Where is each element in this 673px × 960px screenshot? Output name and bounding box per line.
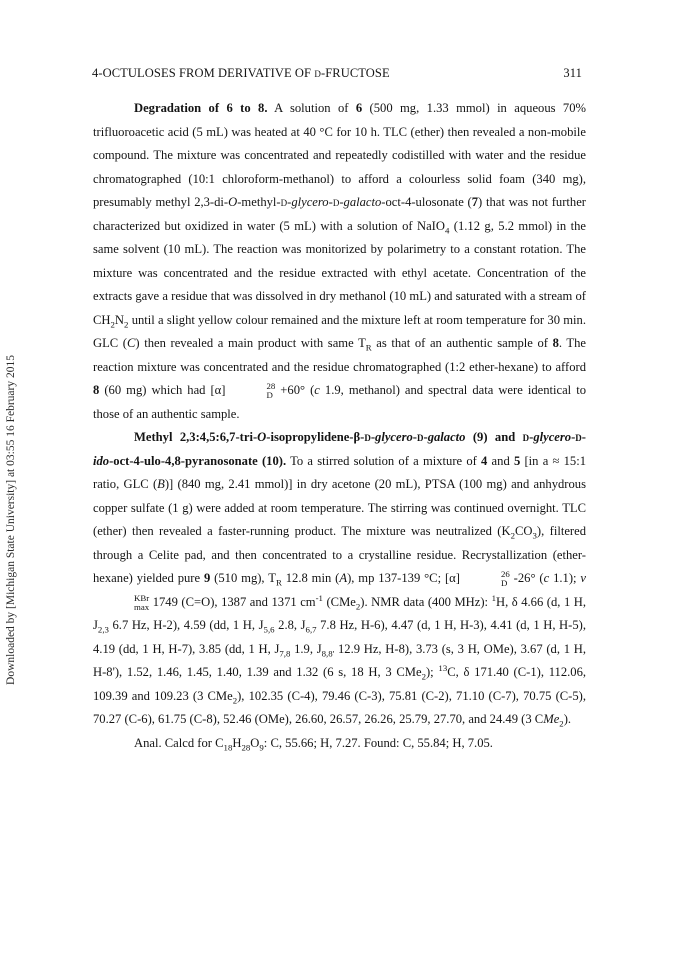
paragraph-degradation: Degradation of 6 to 8. A solution of 6 (500 mg, 1.33 mmol) in aqueous 70% trifluoroacetic acid (5 mL) was heated at 40 °C for 10 h. TLC (ether) then revealed a non-mobile compound. The mixture was concentrated and repeatedly codistilled with water and the residue chromatographed (10:1 chloroform-methanol) to afford a colourless solid foam (340 mg), presumably methyl 2,3-di-O-methyl-d-glycero-d-galacto-oct-4-ulosonate (7) that was not further characterized but oxidized in water (5 mL) with a solution of NaIO$_4$ (1.12 g, 5.2 mmol) in the same solvent (10 mL). The reaction was monitorized by polarimetry to a constant rotation. The mixture was concentrated and the residue extracted with ethyl acetate. Concentration of the extracts gave a residue that was dissolved in dry methanol (10 mL) and saturated with a stream of $CH_2N_2$ until a slight yellow colour remained and the mixture left at room temperature for 30 min. GLC (C) then revealed a main product with same $T_R$ as that of an authentic sample of 8. The reaction mixture was concentrated and the residue chromatographed (1:2 ether-hexane) to afford 8 (60 mg) which had [α] 28 D +60° (c 1.9, methanol) and spectral data were identical to those of an authentic sample. [93,101,587,421]
download-watermark [1,260,21,780]
paragraph-synthesis: Methyl 2,3:4,5:6,7-tri-O-isopropylidene-β-d-glycero-d-galacto (9) and d-glycero-d-ido-oct-4-ulo-4,8-pyranosonate (10). To a stirred solution of a mixture of 4 and 5 [in a ≈ 15:1 ratio, GLC (B)] (840 mg, 2.41 mmol)] in dry acetone (20 mL), PTSA (100 mg) and anhydrous copper sulfate (1 g) were added at room temperature. The stirring was continued overnight. TLC (ether) then revealed a faster-running product. The mixture was neutralized $(K_2CO_3)$, filtered through a Celite pad, and then concentrated to a crystalline residue. Recrystallization (ether-hexane) yielded pure 9 (510 mg), $T_R$ 12.8 min (A), mp 137-139 °C; [α] 26 D -26° (c 1.1); ν KBr max 1749 (C=O), 1387 and 1371 $cm^{-1}$ (CMe$_2$). NMR data (400 MHz): $^1$H, δ 4.66 (d, 1 H, $J_{2,3}$ 6.7 Hz, H-2), 4.59 (dd, 1 H, $J_{5,6}$ 2.8, $J_{6,7}$ 7.8 Hz, H-6), 4.47 (d, 1 H, H-3), 4.41 (d, 1 H, H-5), 4.19 (dd, 1 H, H-7), 3.85 (dd, 1 H, $J_{7,8}$ 1.9, $J_{8,8'}$ 12.9 Hz, H-8), 3.73 (s, 3 H, OMe), 3.67 (d, 1 H, H-8'), 1.52, 1.46, 1.45, 1.40, 1.39 and 1.32 (6 s, 18 H, 3 CMe$_2$); $^{13}$C, δ 171.40 (C-1), 112.06, 109.39 and 109.23 (3 CMe$_2$), 102.35 (C-4), 79.46 (C-3), 75.81 (C-2), 71.10 (C-7), 70.75 (C-5), 70.27 (C-6), 61.75 (C-8), 52.46 (OMe), 26.60, 26.57, 26.26, 25.79, 27.70, and 24.49 (3 CMe$_2$). [93,430,587,729]
compound-heading: Methyl 2,3:4,5:6,7-tri-O-isopropylidene-β-d-glycero-d-galacto (9) and d-glycero-d-ido-oct-4-ulo-4,8-pyranosonate (10). [93,430,586,468]
article-body [93,97,586,755]
running-head: 4-OCTULOSES FROM DERIVATIVE OF d-FRUCTOSE [92,66,390,80]
paragraph-analysis: Anal. Calcd for $C_{18}H_{28}O_9$: C, 55.66; H, 7.27. Found: C, 55.84; H, 7.05. [134,735,493,753]
download-note: Downloaded by [Michigan State University] at 03:55 16 February 2015 [5,355,17,685]
section-heading: Degradation of 6 to 8. [134,101,268,115]
page-number: 311 [563,66,582,80]
